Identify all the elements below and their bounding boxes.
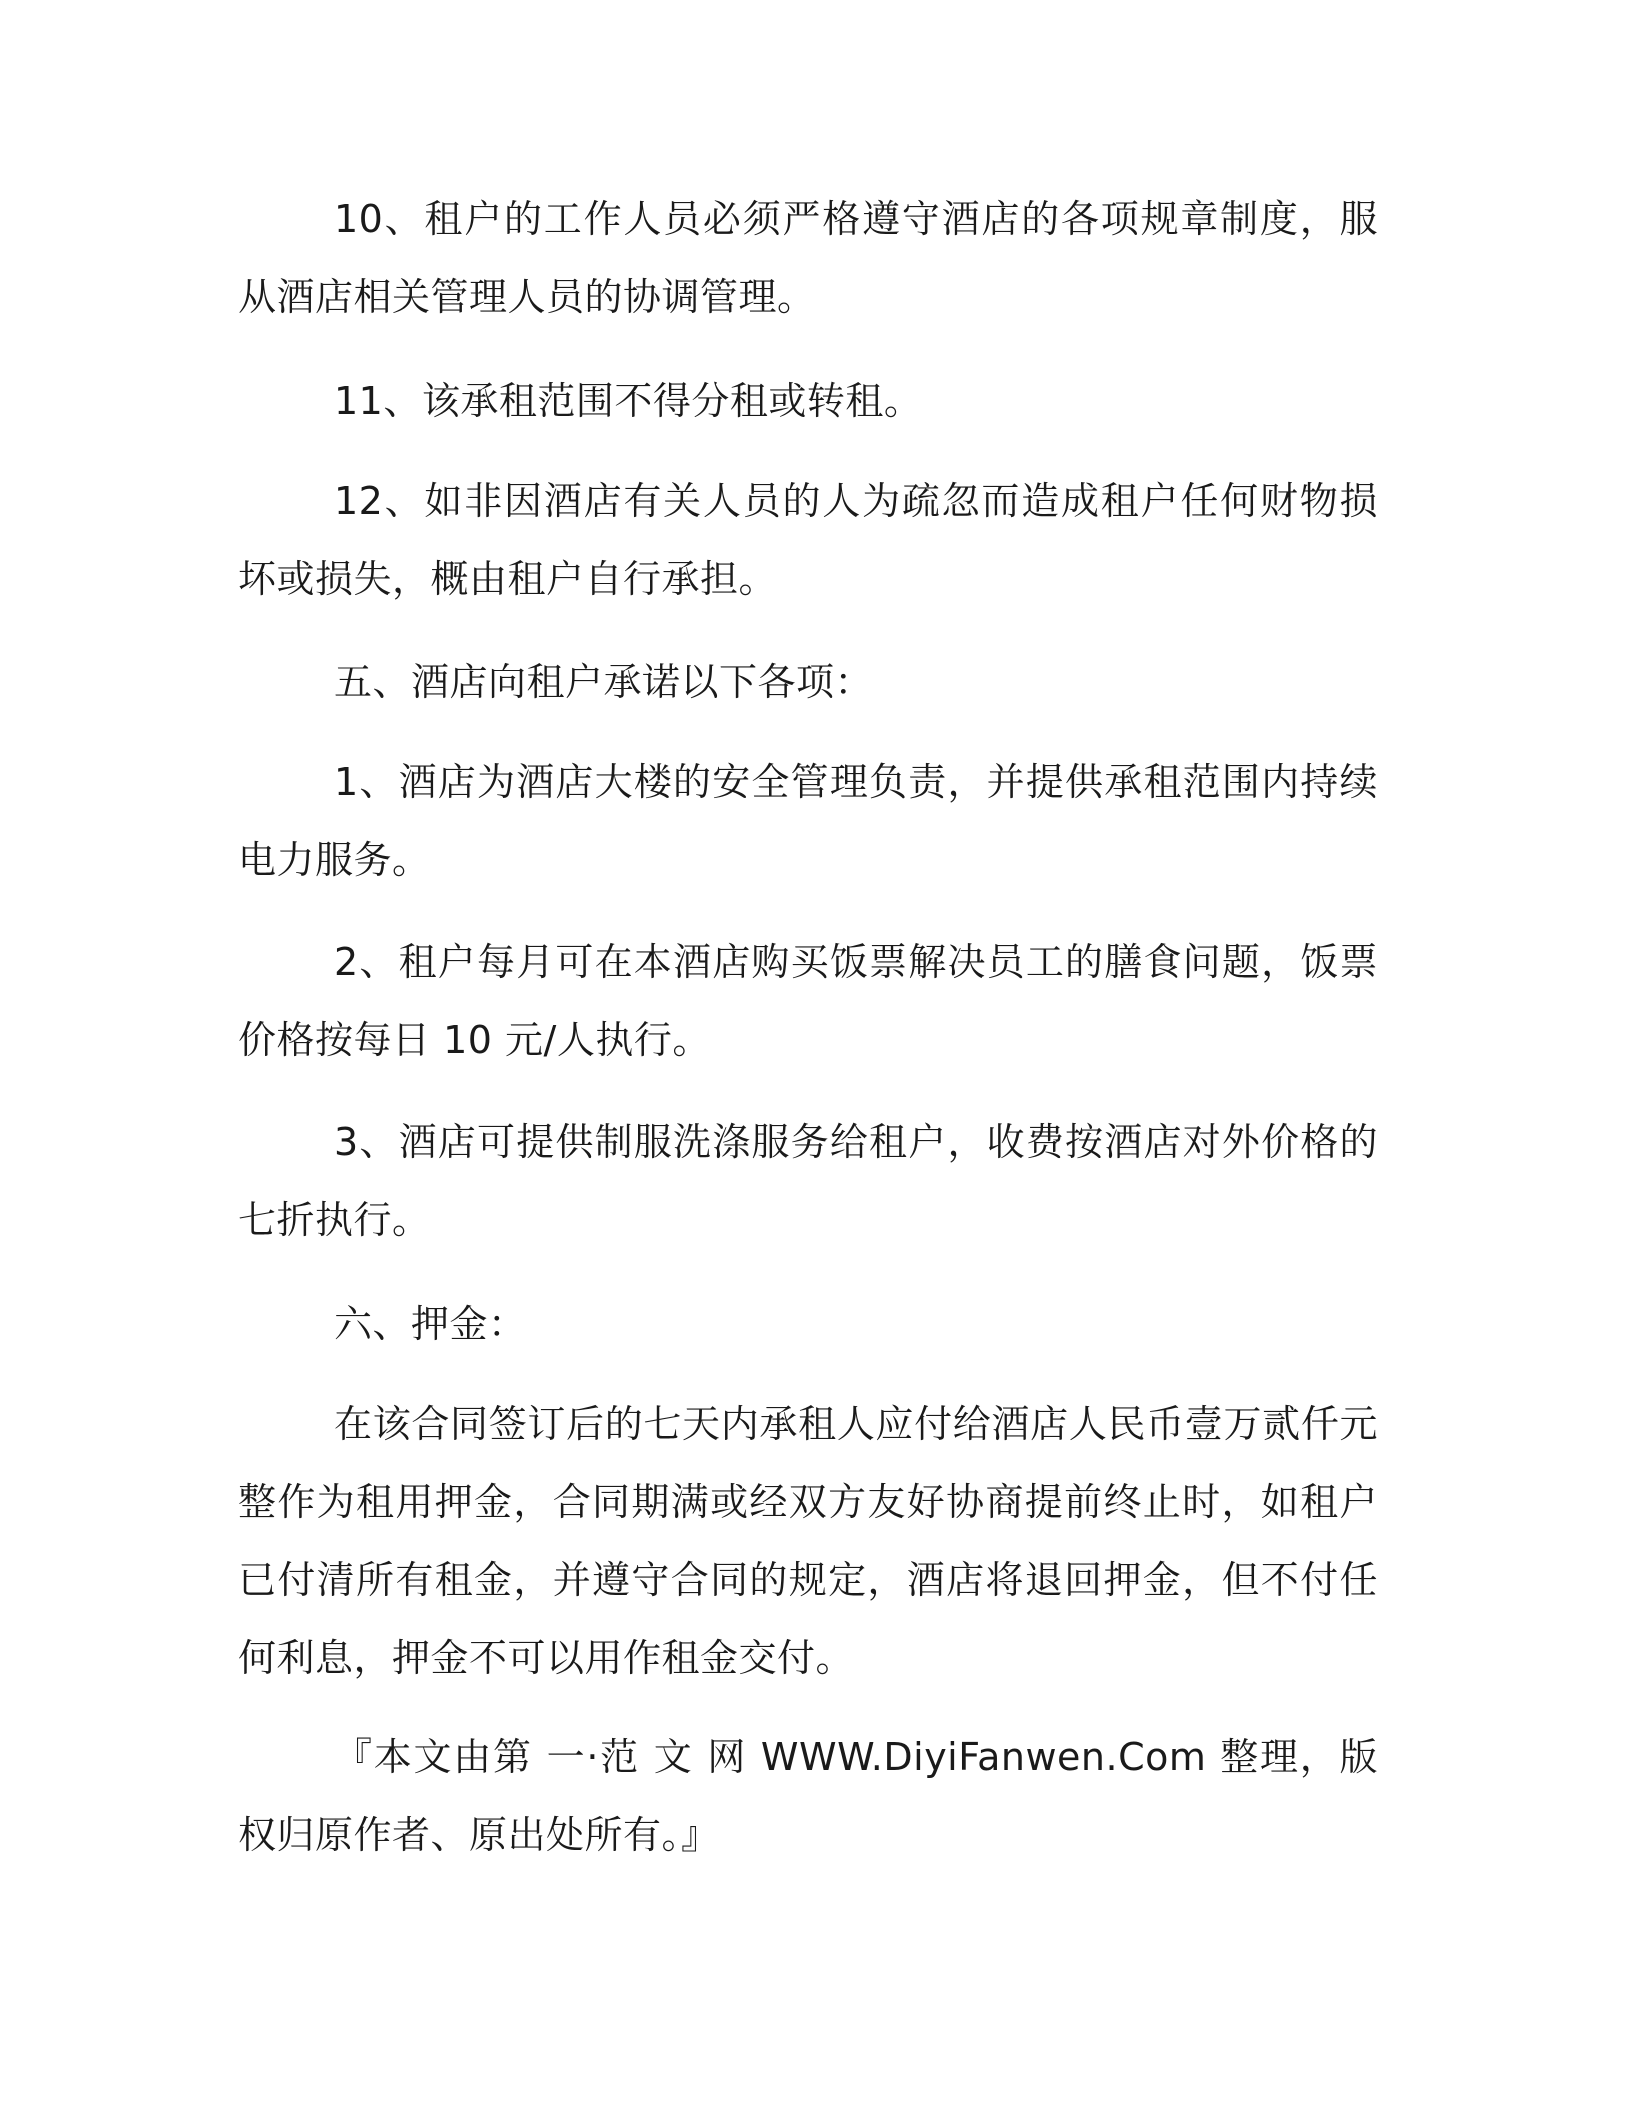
- clause-10-paragraph: 10、租户的工作人员必须严格遵守酒店的各项规章制度，服从酒店相关管理人员的协调管理。: [238, 197, 1378, 319]
- clause-12-paragraph: 12、如非因酒店有关人员的人为疏忽而造成租户任何财物损坏或损失，概由租户自行承担。: [238, 479, 1378, 601]
- clause-11-paragraph: 11、该承租范围不得分租或转租。: [334, 379, 923, 423]
- hotel-commitment-1-paragraph: 1、酒店为酒店大楼的安全管理负责，并提供承租范围内持续电力服务。: [238, 760, 1378, 882]
- hotel-commitment-2-paragraph: 2、租户每月可在本酒店购买饭票解决员工的膳食问题，饭票价格按每日 10 元/人执行。: [238, 940, 1378, 1062]
- section-6-heading: 六、押金：: [334, 1302, 527, 1346]
- source-notice-paragraph: 『本文由第 一·范 文 网 WWW.DiyiFanwen.Com 整理，版权归原作者、原出处所有。』: [238, 1735, 1378, 1857]
- hotel-commitment-3-paragraph: 3、酒店可提供制服洗涤服务给租户，收费按酒店对外价格的七折执行。: [238, 1120, 1378, 1242]
- deposit-paragraph: 在该合同签订后的七天内承租人应付给酒店人民币壹万贰仟元整作为租用押金，合同期满或经双方友好协商提前终止时，如租户已付清所有租金，并遵守合同的规定，酒店将退回押金，但不付任何利息，押金不可以用作租金交付。: [238, 1402, 1378, 1680]
- section-5-heading: 五、酒店向租户承诺以下各项：: [334, 660, 874, 704]
